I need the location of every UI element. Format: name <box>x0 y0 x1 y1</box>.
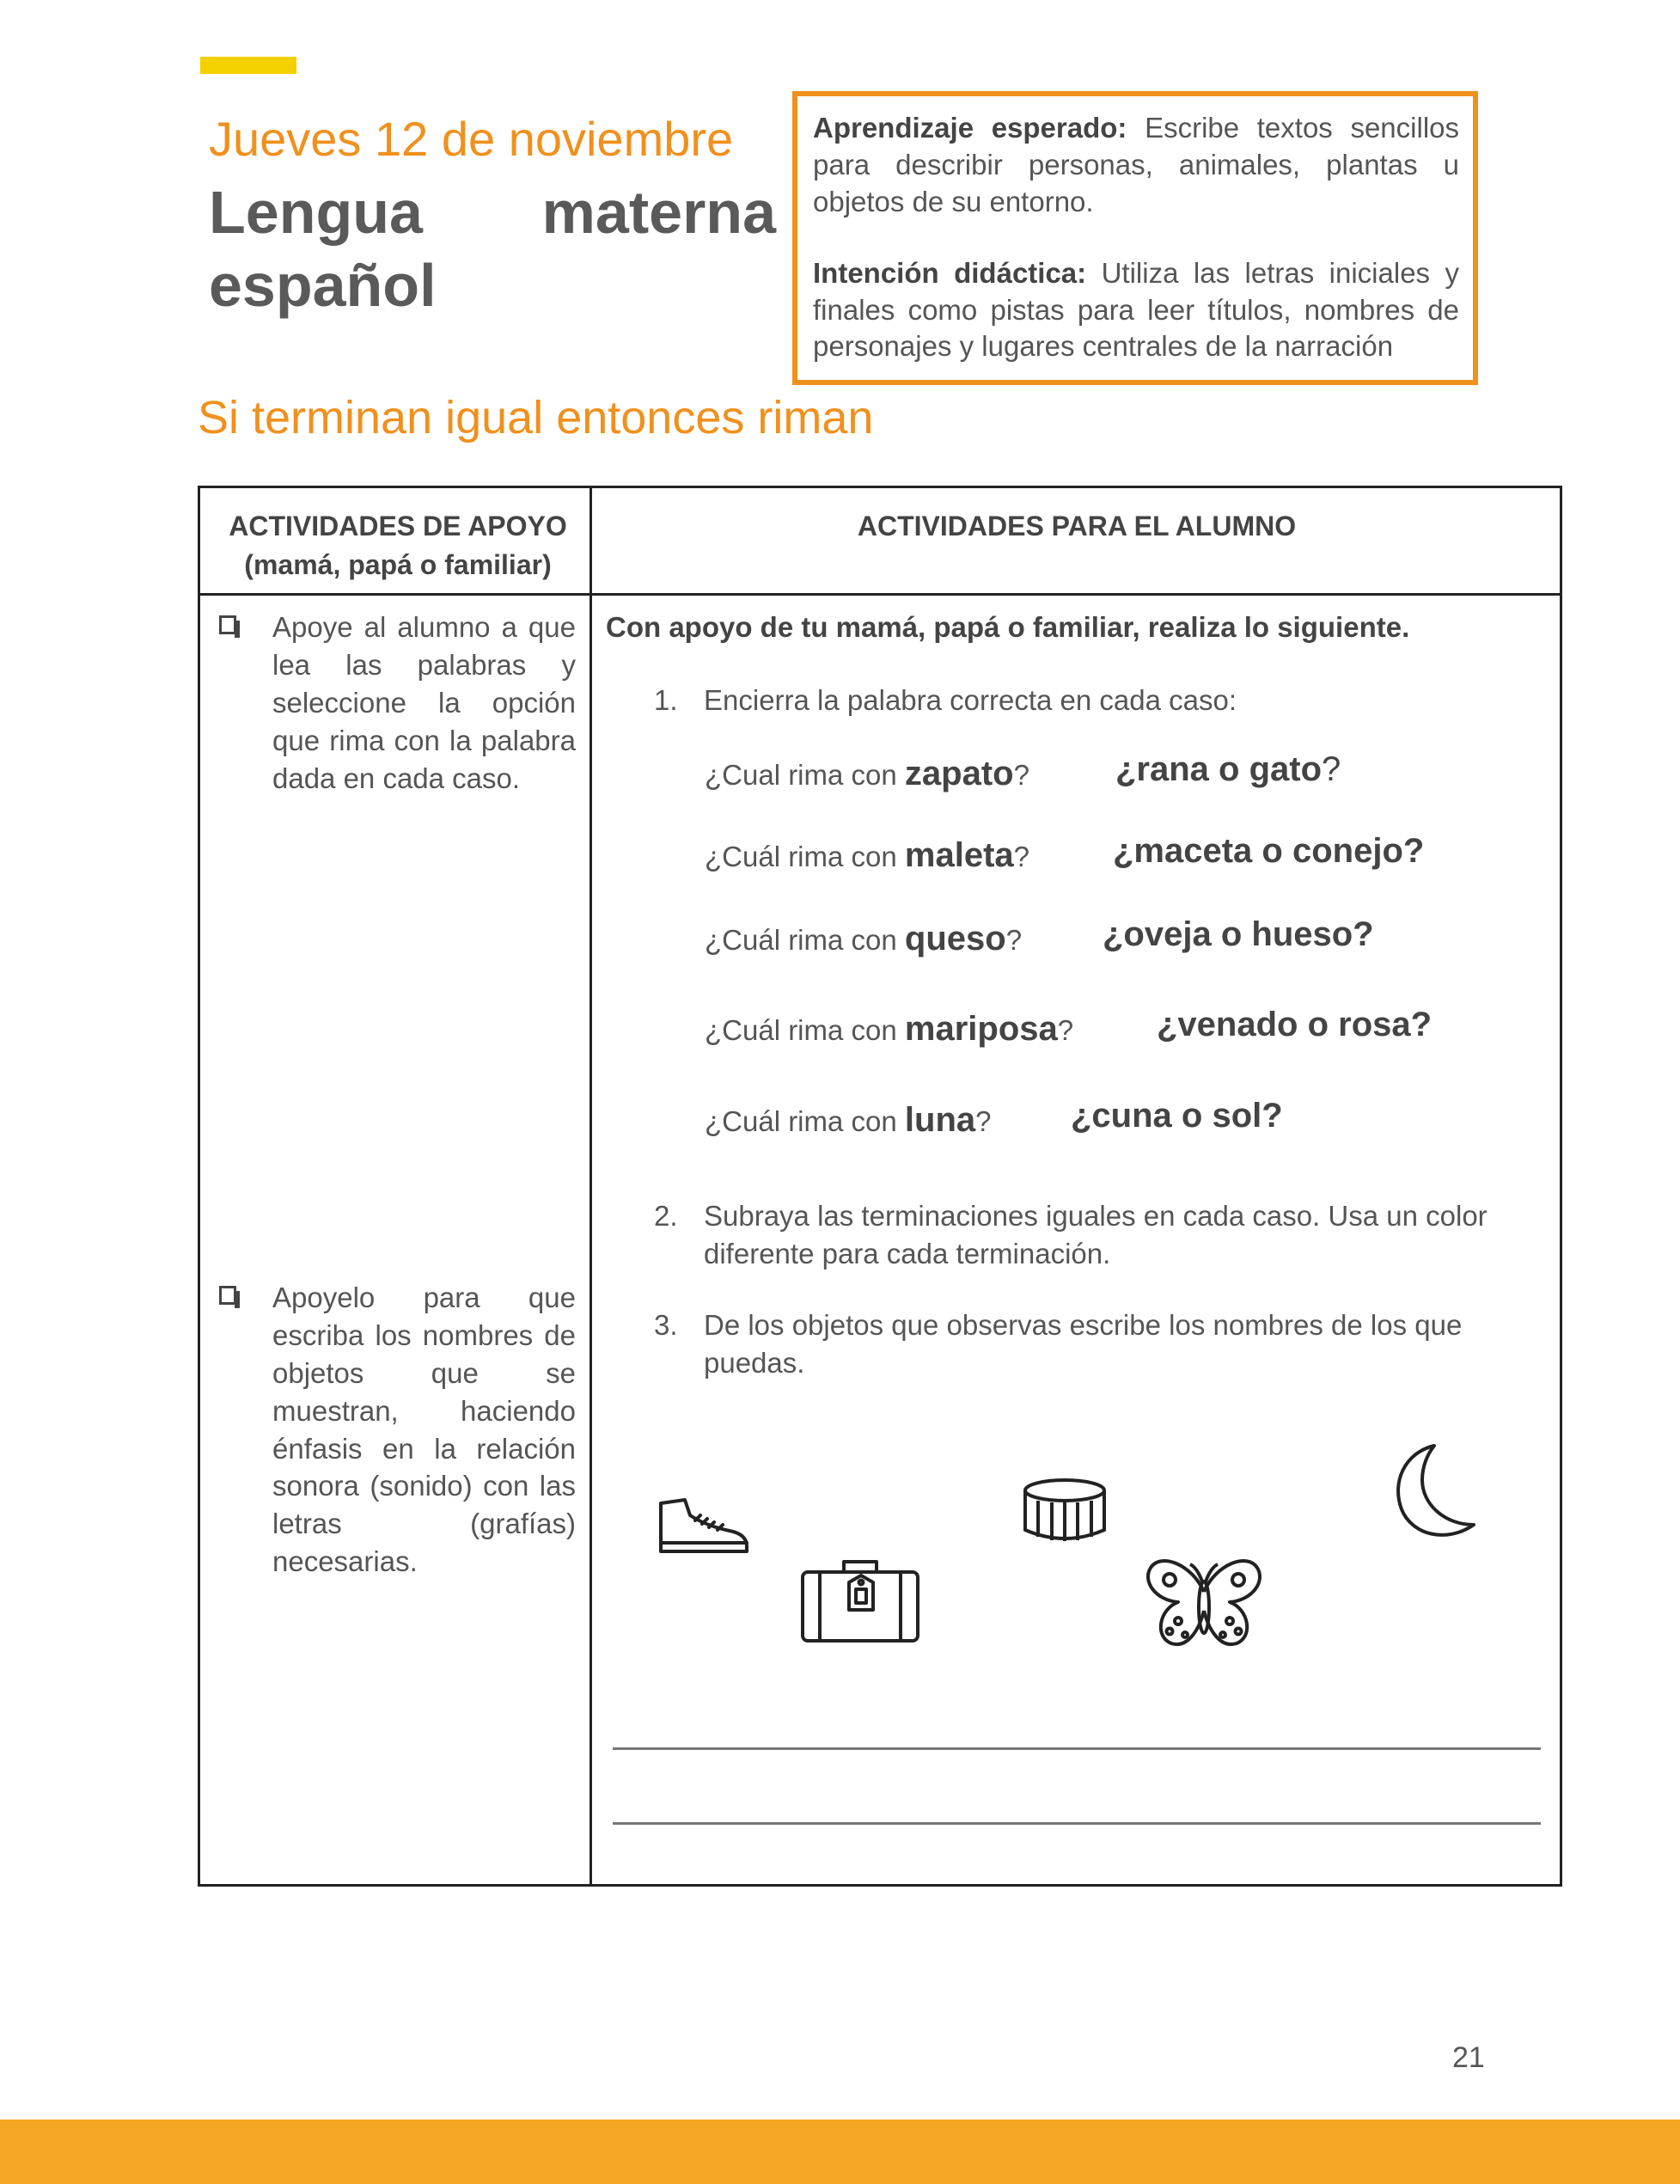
lesson-headline: Si terminan igual entonces riman <box>198 392 874 444</box>
rhyme-options: ¿cuna o sol? <box>1071 1097 1283 1135</box>
rhyme-question <box>705 755 1029 793</box>
subject-word-1: Lengua <box>209 179 423 246</box>
answer-line[interactable] <box>613 1822 1541 1825</box>
support-activity-1-text: Apoye al alumno a que lea las palabras y seleccione la opción que rima con la palabra dada en cada caso. <box>272 611 576 794</box>
lesson-date: Jueves 12 de noviembre <box>209 112 734 166</box>
rhyme-question <box>705 920 1022 958</box>
question-suffix: ? <box>1005 924 1023 956</box>
student-column-header: ACTIVIDADES PARA EL ALUMNO <box>857 511 1297 541</box>
subject-title <box>209 176 776 323</box>
item-text: Subraya las terminaciones iguales en cada caso. Usa un color diferente para cada terminación. <box>704 1200 1488 1269</box>
list-item <box>654 682 1529 719</box>
options-end: ? <box>1322 750 1341 788</box>
options-text: ¿rana o gato <box>1115 750 1323 788</box>
question-prefix: ¿Cual rima con <box>705 759 905 791</box>
support-activity-2-text: Apoyelo para que escriba los nombres de objetos que se muestran, haciendo énfasis en la relación sonora (sonido) con las letras (grafías) necesarias. <box>272 1282 576 1578</box>
subject-word-3: español <box>209 252 437 320</box>
expected-learning-text: Escribe textos sencillos para describir personas, animales, plantas u objetos de su entorno. <box>813 112 1460 217</box>
list-item <box>654 1306 1529 1382</box>
checkbox-bullet-icon <box>219 615 236 634</box>
column-divider <box>590 488 592 1884</box>
item-number: 2. <box>654 1200 678 1232</box>
learning-goal-box <box>792 91 1478 385</box>
bottom-accent-bar <box>0 2120 1680 2184</box>
suitcase-icon <box>799 1557 921 1644</box>
cheese-icon <box>1021 1477 1109 1545</box>
question-word: queso <box>904 920 1006 957</box>
rhyme-options: ¿oveja o hueso? <box>1103 915 1374 953</box>
rhyme-question <box>705 836 1029 875</box>
rhyme-question <box>705 1010 1073 1049</box>
answer-line[interactable] <box>613 1747 1541 1750</box>
activities-table <box>198 486 1562 1887</box>
question-prefix: ¿Cuál rima con <box>705 1105 905 1137</box>
support-header-line-2: (mamá, papá o familiar) <box>244 548 552 580</box>
expected-learning-label: Aprendizaje esperado: <box>813 112 1127 144</box>
didactic-intent-label: Intención didáctica: <box>813 256 1087 289</box>
rhyme-question <box>705 1101 992 1140</box>
question-suffix: ? <box>975 1105 992 1137</box>
question-prefix: ¿Cuál rima con <box>705 924 905 956</box>
question-prefix: ¿Cuál rima con <box>705 841 905 872</box>
question-suffix: ? <box>1057 1014 1074 1046</box>
list-item <box>654 1197 1529 1273</box>
subject-word-2: materna <box>541 179 776 246</box>
question-word: maleta <box>904 836 1014 874</box>
student-instruction: Con apoyo de tu mamá, papá o familiar, realiza lo siguiente. <box>606 611 1410 643</box>
moon-icon <box>1384 1441 1481 1544</box>
question-word: mariposa <box>904 1010 1058 1048</box>
didactic-intent-text: Utiliza las letras iniciales y finales como pistas para leer títulos, nombres de personajes y lugares centrales de la narración <box>813 256 1459 363</box>
rhyme-options <box>1115 750 1341 789</box>
page-number: 21 <box>1452 2041 1485 2074</box>
question-prefix: ¿Cuál rima con <box>705 1014 905 1046</box>
item-number: 3. <box>654 1309 678 1341</box>
question-suffix: ? <box>1013 841 1030 872</box>
support-header-line-1: ACTIVIDADES DE APOYO <box>229 511 567 541</box>
question-suffix: ? <box>1013 759 1029 791</box>
item-number: 1. <box>654 684 678 716</box>
checkbox-bullet-icon <box>219 1286 236 1305</box>
question-word: zapato <box>904 755 1014 792</box>
butterfly-icon <box>1144 1554 1264 1657</box>
support-column-header <box>209 507 587 584</box>
expected-learning <box>813 110 1459 221</box>
header-divider <box>200 593 1560 596</box>
shoe-icon <box>656 1496 752 1557</box>
support-activity-2 <box>219 1279 576 1581</box>
item-text: De los objetos que observas escribe los nombres de los que puedas. <box>704 1309 1463 1379</box>
rhyme-options: ¿maceta o conejo? <box>1113 832 1425 870</box>
rhyme-options: ¿venado o rosa? <box>1157 1006 1433 1043</box>
item-text: Encierra la palabra correcta en cada caso: <box>704 684 1237 716</box>
top-accent-bar <box>200 57 296 74</box>
didactic-intent <box>813 255 1459 366</box>
support-activity-1 <box>219 609 576 797</box>
question-word: luna <box>904 1101 976 1139</box>
